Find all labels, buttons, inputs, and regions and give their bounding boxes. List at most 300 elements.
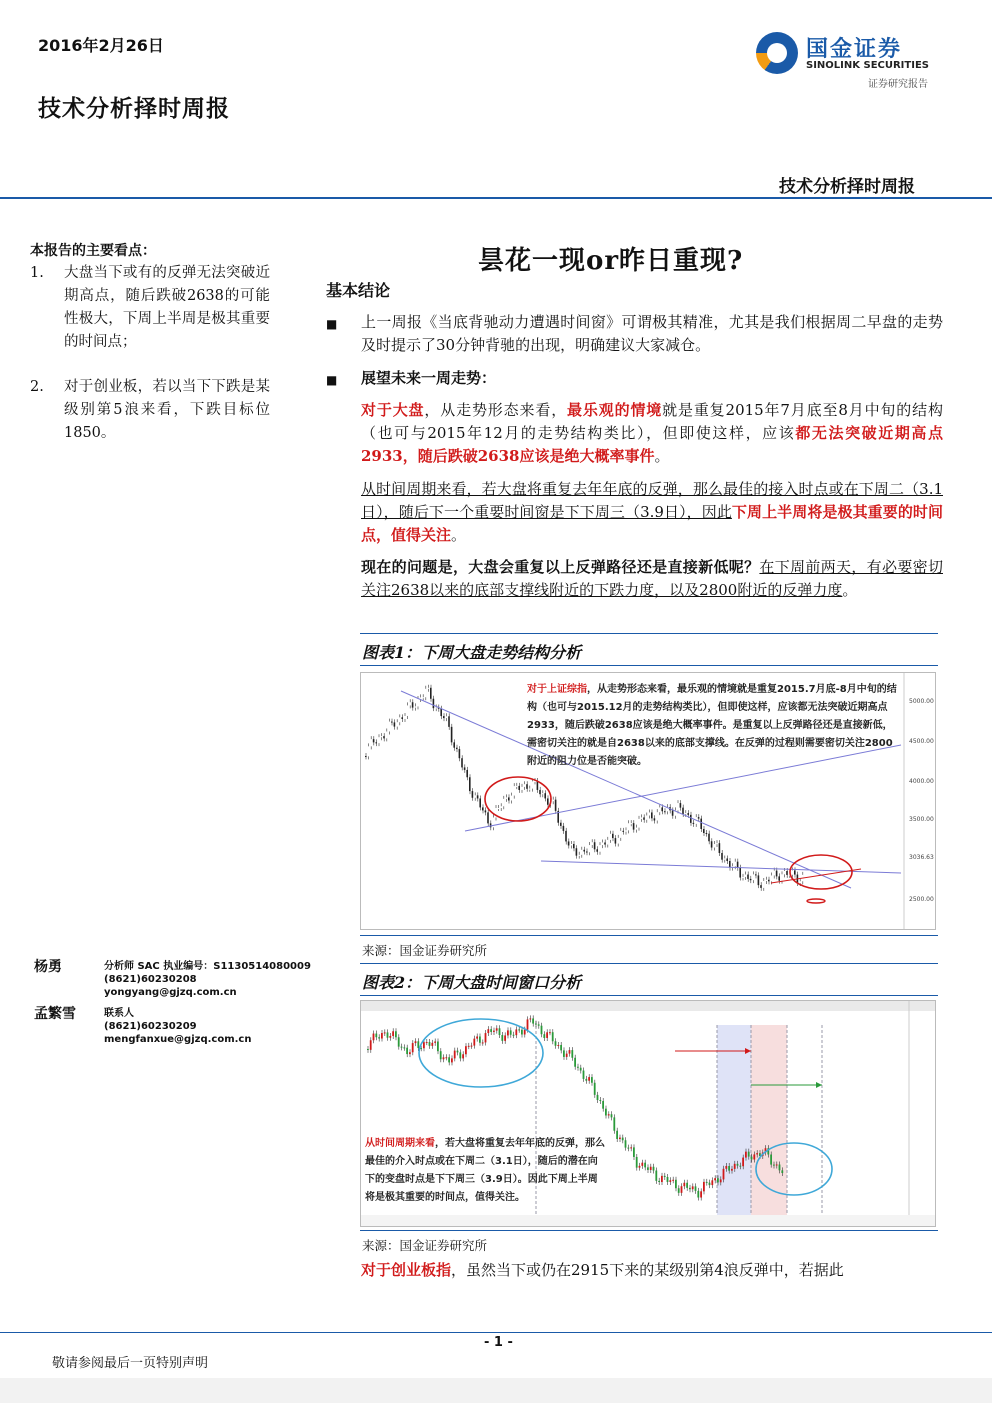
candle: [468, 1046, 470, 1047]
candle: [776, 871, 778, 877]
candle: [739, 868, 741, 878]
candle: [473, 1039, 475, 1046]
candle: [583, 850, 585, 852]
candle: [661, 1176, 663, 1182]
candle: [677, 803, 679, 810]
candle: [693, 823, 695, 824]
candle: [659, 807, 661, 812]
candle: [399, 717, 401, 722]
candle: [703, 1182, 705, 1191]
candle: [706, 833, 708, 834]
candle: [417, 699, 419, 706]
candle: [401, 717, 403, 719]
candle: [401, 1047, 403, 1048]
candle: [474, 795, 476, 797]
candle: [537, 781, 539, 790]
highlight-circle: [419, 1019, 543, 1087]
candle: [461, 758, 463, 767]
candle: [725, 1166, 727, 1169]
main-title: 昙花一现or昨日重现?: [478, 246, 744, 276]
candle: [650, 1167, 652, 1170]
candle: [602, 1101, 604, 1109]
candle: [765, 880, 767, 881]
sidebar-heading: 本报告的主要看点：: [30, 243, 156, 259]
footer-divider: [0, 1332, 992, 1333]
candle: [752, 874, 754, 880]
candle: [786, 871, 788, 875]
candle: [543, 1034, 545, 1038]
candle: [708, 834, 710, 842]
candle: [692, 1186, 694, 1189]
figure2-annotation: 从时间周期来看，若大盘将重复去年年底的反弹，那么最佳的介入时点或在下周二（3.1日），随后的潜在向下的变盘时点是下下周三（3.9日）。因此下周上半周将是极其重要的时间点，值得关注。: [365, 1138, 605, 1203]
candle: [700, 1191, 702, 1197]
candle: [443, 1057, 445, 1059]
candle: [476, 1036, 478, 1038]
candle: [563, 826, 565, 831]
candle: [635, 828, 637, 830]
candle: [529, 1018, 531, 1019]
candle: [625, 1140, 627, 1147]
candle: [560, 1045, 562, 1050]
candle: [498, 808, 500, 809]
candle: [471, 1046, 473, 1047]
candle: [440, 709, 442, 716]
candle: [581, 850, 583, 855]
candle: [753, 1154, 755, 1159]
candle: [387, 1032, 389, 1037]
candle: [482, 1042, 484, 1043]
candle: [513, 786, 515, 795]
candle: [538, 1024, 540, 1025]
candle: [507, 1030, 509, 1035]
candle: [713, 844, 715, 848]
header-right-title: 技术分析择时周报: [779, 177, 915, 197]
bullet-icon: ■: [326, 317, 338, 331]
figure1-title: 图表1：下周大盘走势结构分析: [362, 643, 582, 662]
candle: [747, 875, 749, 879]
candle: [505, 797, 507, 798]
candle: [420, 1048, 422, 1049]
candle: [706, 1182, 708, 1183]
candle: [386, 731, 388, 738]
candle: [477, 795, 479, 798]
candle: [375, 742, 377, 743]
candle: [487, 812, 489, 823]
candle: [535, 1024, 537, 1025]
candle: [583, 1071, 585, 1079]
candle: [681, 1186, 683, 1193]
figure-divider: [360, 935, 938, 936]
candle: [609, 834, 611, 840]
candle: [605, 1109, 607, 1116]
candle: [414, 706, 416, 707]
report-date: 2016年2月26日: [38, 36, 164, 55]
analyst-name: 杨勇: [34, 959, 62, 975]
candle: [672, 810, 674, 815]
candle: [680, 803, 682, 808]
candle: [724, 858, 726, 859]
time-window-band: [751, 1025, 787, 1215]
paragraph-question: 现在的问题是，大盘会重复以上反弹路径还是直接新低呢？在下周前两天，有必要密切关注2638以来的底部支撑线附近的下跌力度，以及2800附近的反弹力度。: [361, 558, 943, 599]
candle: [552, 1032, 554, 1041]
paragraph-market-structure: 对于大盘，从走势形态来看，最乐观的情境就是重复2015年7月底至8月中旬的结构（也可与2015年12月的走势结构类比），但即使这样，应该都无法突破近期高点2933，随后跌破2638应该是绝大概率事件。: [361, 401, 943, 465]
candle: [667, 1177, 669, 1182]
candle: [773, 1165, 775, 1166]
candle: [407, 705, 409, 716]
candle: [485, 810, 487, 812]
candle: [763, 881, 765, 888]
candle: [585, 1079, 587, 1081]
candle: [552, 800, 554, 802]
logo-subtitle: 证券研究报告: [868, 79, 928, 90]
candle: [406, 1048, 408, 1054]
candle: [636, 1157, 638, 1168]
candle: [627, 1148, 629, 1149]
figure-divider: [360, 963, 938, 964]
candle: [511, 796, 513, 801]
candle: [555, 800, 557, 811]
candle: [682, 808, 684, 814]
candle: [622, 831, 624, 832]
candle: [779, 1164, 781, 1170]
figure1-y-axis: [909, 698, 934, 903]
footer-disclaimer-note: 敬请参阅最后一页特别声明: [52, 1356, 209, 1371]
candle: [415, 1041, 417, 1043]
candle: [425, 689, 427, 697]
candle: [594, 842, 596, 849]
candle: [493, 1031, 495, 1032]
candle: [748, 1152, 750, 1157]
figure2-source: 来源：国金证券研究所: [362, 1238, 488, 1253]
candle: [633, 1147, 635, 1157]
candle: [453, 742, 455, 747]
candle: [430, 688, 432, 699]
candle: [630, 1147, 632, 1148]
candle: [641, 817, 643, 818]
candle: [398, 1037, 400, 1046]
candle: [462, 1054, 464, 1058]
candle: [745, 1152, 747, 1158]
candle: [648, 812, 650, 815]
candle: [594, 1083, 596, 1095]
figure2-chart: [360, 1000, 936, 1227]
candle: [576, 848, 578, 855]
candle: [591, 842, 593, 845]
candle: [719, 843, 721, 853]
candle: [678, 1188, 680, 1193]
candle: [734, 862, 736, 867]
candle: [518, 786, 520, 790]
analyst-info: 联系人 (8621)60230209 mengfanxue@gjzq.com.cn: [104, 1008, 252, 1045]
candle: [703, 829, 705, 833]
candle: [686, 1183, 688, 1188]
candle: [396, 722, 398, 726]
candle: [773, 871, 775, 876]
candle: [675, 1180, 677, 1188]
analyst-info: 分析师 SAC 执业编号：S1130514080009 (8621)60230208 yongyang@gjzq.com.cn: [104, 961, 311, 998]
candle: [604, 842, 606, 844]
candle: [628, 823, 630, 830]
candle: [698, 817, 700, 819]
candle: [573, 844, 575, 848]
candle: [630, 823, 632, 824]
candle: [403, 1047, 405, 1048]
candle: [500, 806, 502, 808]
report-title: 技术分析择时周报: [38, 95, 230, 122]
candle: [381, 1033, 383, 1038]
candle: [434, 1042, 436, 1043]
candle: [619, 1138, 621, 1139]
candle: [391, 722, 393, 723]
candle: [454, 1051, 456, 1059]
candle: [655, 1171, 657, 1181]
candle: [608, 1114, 610, 1115]
candle: [541, 1026, 543, 1035]
bullet-icon: ■: [326, 373, 338, 387]
candle: [515, 1029, 517, 1035]
candle: [644, 1163, 646, 1168]
candle: [539, 790, 541, 794]
company-logo: [756, 28, 946, 90]
candle: [383, 736, 385, 738]
candle: [378, 1037, 380, 1038]
sidebar-point-text: 大盘当下或有的反弹无法突破近期高点，随后跌破2638的可能性极大，下周上半周是极其重要的时间点；: [64, 265, 270, 350]
figure-divider: [360, 995, 938, 996]
candle: [487, 1029, 489, 1033]
candle: [557, 1045, 559, 1046]
candle: [794, 870, 796, 874]
candle: [457, 1051, 459, 1053]
candle: [570, 844, 572, 845]
candle: [560, 823, 562, 826]
candle: [389, 1036, 391, 1038]
candle: [728, 1166, 730, 1171]
candle: [542, 793, 544, 794]
target-mark: [807, 899, 825, 903]
candle: [578, 855, 580, 856]
figure1-chart: [360, 672, 936, 930]
header-divider: [0, 197, 992, 199]
candle: [448, 716, 450, 727]
candle: [524, 1030, 526, 1035]
candle: [646, 815, 648, 819]
candle: [508, 797, 510, 800]
candle: [566, 1054, 568, 1057]
candle: [720, 1179, 722, 1182]
candle: [510, 1030, 512, 1034]
candle: [534, 781, 536, 782]
candle: [723, 1169, 725, 1180]
candle: [615, 838, 617, 843]
y-tick-label: 3036.63: [909, 854, 934, 861]
candle: [482, 807, 484, 810]
candle: [768, 880, 770, 882]
candle: [781, 874, 783, 880]
candle: [784, 871, 786, 874]
figure-divider: [360, 665, 938, 666]
figure1-source: 来源：国金证券研究所: [362, 943, 488, 958]
candle: [591, 1077, 593, 1083]
candle: [690, 815, 692, 823]
sidebar-point: 2. 对于创业板，若以当下下跌是某级别第5浪来看，下跌目标位1850。: [30, 376, 270, 445]
figure2-title: 图表2：下周大盘时间窗口分析: [362, 973, 582, 992]
candle: [426, 1042, 428, 1043]
candle: [658, 1181, 660, 1182]
analyst-email[interactable]: mengfanxue@gjzq.com.cn: [104, 1034, 252, 1045]
candle: [568, 841, 570, 845]
candle: [569, 1050, 571, 1054]
candle: [563, 1050, 565, 1057]
candle: [499, 1028, 501, 1035]
sidebar-point-text: 对于创业板，若以当下下跌是某级别第5浪来看，下跌目标位1850。: [64, 379, 270, 441]
candle: [427, 688, 429, 689]
candle: [531, 781, 533, 788]
candle: [423, 1042, 425, 1048]
candle: [422, 697, 424, 698]
candle: [778, 876, 780, 880]
candle: [695, 1186, 697, 1190]
candle: [597, 1095, 599, 1100]
candle: [672, 1180, 674, 1181]
candle: [711, 1180, 713, 1185]
candle: [446, 716, 448, 718]
y-tick-label: 4000.00: [909, 778, 934, 785]
candle: [596, 849, 598, 851]
y-tick-label: 2500.00: [909, 896, 934, 903]
candle: [521, 1030, 523, 1035]
candle: [776, 1164, 778, 1165]
candle: [799, 881, 801, 883]
highlight-circle: [485, 777, 551, 821]
paragraph-time-cycle: 从时间周期来看，若大盘将重复去年年底的反弹，那么最佳的接入时点或在下周二（3.1日），随后下一个重要时间窗是下下周三（3.9日），因此下周上半周将是极其重要的时间点，值得关注。: [361, 480, 943, 544]
candle: [625, 830, 627, 831]
candle: [521, 787, 523, 790]
sidebar-point: 1. 大盘当下或有的反弹无法突破近期高点，随后跌破2638的可能性极大，下周上半周是极其重要的时间点；: [30, 262, 270, 354]
candle: [459, 1052, 461, 1058]
candle: [479, 1036, 481, 1042]
candle: [697, 1191, 699, 1198]
analyst-email[interactable]: yongyang@gjzq.com.cn: [104, 987, 237, 998]
candle: [409, 1052, 411, 1054]
candle: [459, 749, 461, 758]
y-tick-label: 5000.00: [909, 698, 934, 705]
candle: [464, 767, 466, 769]
candle: [771, 875, 773, 881]
candle: [589, 845, 591, 852]
y-tick-label: 4500.00: [909, 738, 934, 745]
candle: [435, 707, 437, 708]
candle: [734, 1164, 736, 1169]
candle: [611, 1114, 613, 1117]
candle: [388, 722, 390, 732]
candle: [440, 1051, 442, 1059]
candle: [370, 1040, 372, 1050]
figure-divider: [360, 633, 938, 634]
candle: [664, 811, 666, 812]
candle: [373, 739, 375, 742]
candle: [469, 777, 471, 791]
candle: [412, 1043, 414, 1052]
candle: [456, 748, 458, 749]
candle: [612, 834, 614, 838]
candle: [409, 702, 411, 705]
candle: [555, 1041, 557, 1045]
candle: [641, 1163, 643, 1166]
section-heading: 基本结论: [326, 281, 391, 300]
candle: [731, 1169, 733, 1171]
candle: [513, 1035, 515, 1036]
candle: [613, 1117, 615, 1130]
candle: [617, 838, 619, 844]
logo-cn: 国金证券: [806, 37, 903, 62]
candle: [466, 770, 468, 777]
candle: [714, 1178, 716, 1180]
candle: [437, 1042, 439, 1052]
candle: [661, 807, 663, 811]
candle: [549, 1032, 551, 1033]
candle: [394, 722, 396, 726]
candle: [395, 1031, 397, 1037]
paragraph-review: 上一周报《当底背驰动力遭遇时间窗》可谓极其精准，尤其是我们根据周二早盘的走势及时提示了30分钟背驰的出现，明确建议大家减仓。: [361, 313, 943, 354]
candle: [490, 1029, 492, 1032]
candle: [685, 813, 687, 814]
candle: [647, 1167, 649, 1170]
candle: [588, 1077, 590, 1081]
candle: [373, 1034, 375, 1041]
candle: [739, 1166, 741, 1167]
candle: [669, 1180, 671, 1182]
candle: [651, 812, 653, 818]
candle: [709, 1183, 711, 1185]
candle: [378, 737, 380, 743]
candle: [717, 1178, 719, 1182]
candle: [544, 793, 546, 798]
candle: [404, 716, 406, 719]
candle: [639, 1166, 641, 1168]
y-tick-label: 3500.00: [909, 816, 934, 823]
candle: [760, 885, 762, 888]
candle: [737, 1164, 739, 1166]
candle: [781, 1170, 783, 1173]
candle: [755, 874, 757, 875]
candle: [607, 840, 609, 845]
candle: [485, 1033, 487, 1042]
candle: [472, 791, 474, 798]
candle: [431, 1043, 433, 1046]
candle: [516, 786, 518, 787]
candle: [791, 870, 793, 874]
candle: [532, 1018, 534, 1023]
candle: [716, 843, 718, 844]
candle: [574, 1058, 576, 1067]
candle: [571, 1050, 573, 1058]
candle: [504, 1035, 506, 1040]
candle: [742, 877, 744, 878]
candle: [417, 1041, 419, 1048]
candle: [656, 812, 658, 820]
candle: [546, 1032, 548, 1038]
candle: [633, 823, 635, 829]
candle: [496, 1028, 498, 1030]
candle: [524, 784, 526, 787]
figure1-annotation: 对于上证综指，从走势形态来看，最乐观的情境就是重复2015.7月底-8月中旬的结构（也可与2015.12月的走势结构类比），但即使这样，应该都无法突破近期高点2933，随后跌破2638应该是绝大概率事件。是重复以上反弹路径还是直接新低，需密切关注的就是自2638以来的底部支撑线。在反弹的过程则需要密切关注2800附近的阻力位是否能突破。: [527, 684, 897, 767]
candle: [381, 736, 383, 737]
candle: [599, 1100, 601, 1101]
candle: [643, 817, 645, 819]
candle: [518, 1029, 520, 1030]
logo-icon: [756, 32, 798, 74]
candle: [638, 819, 640, 828]
